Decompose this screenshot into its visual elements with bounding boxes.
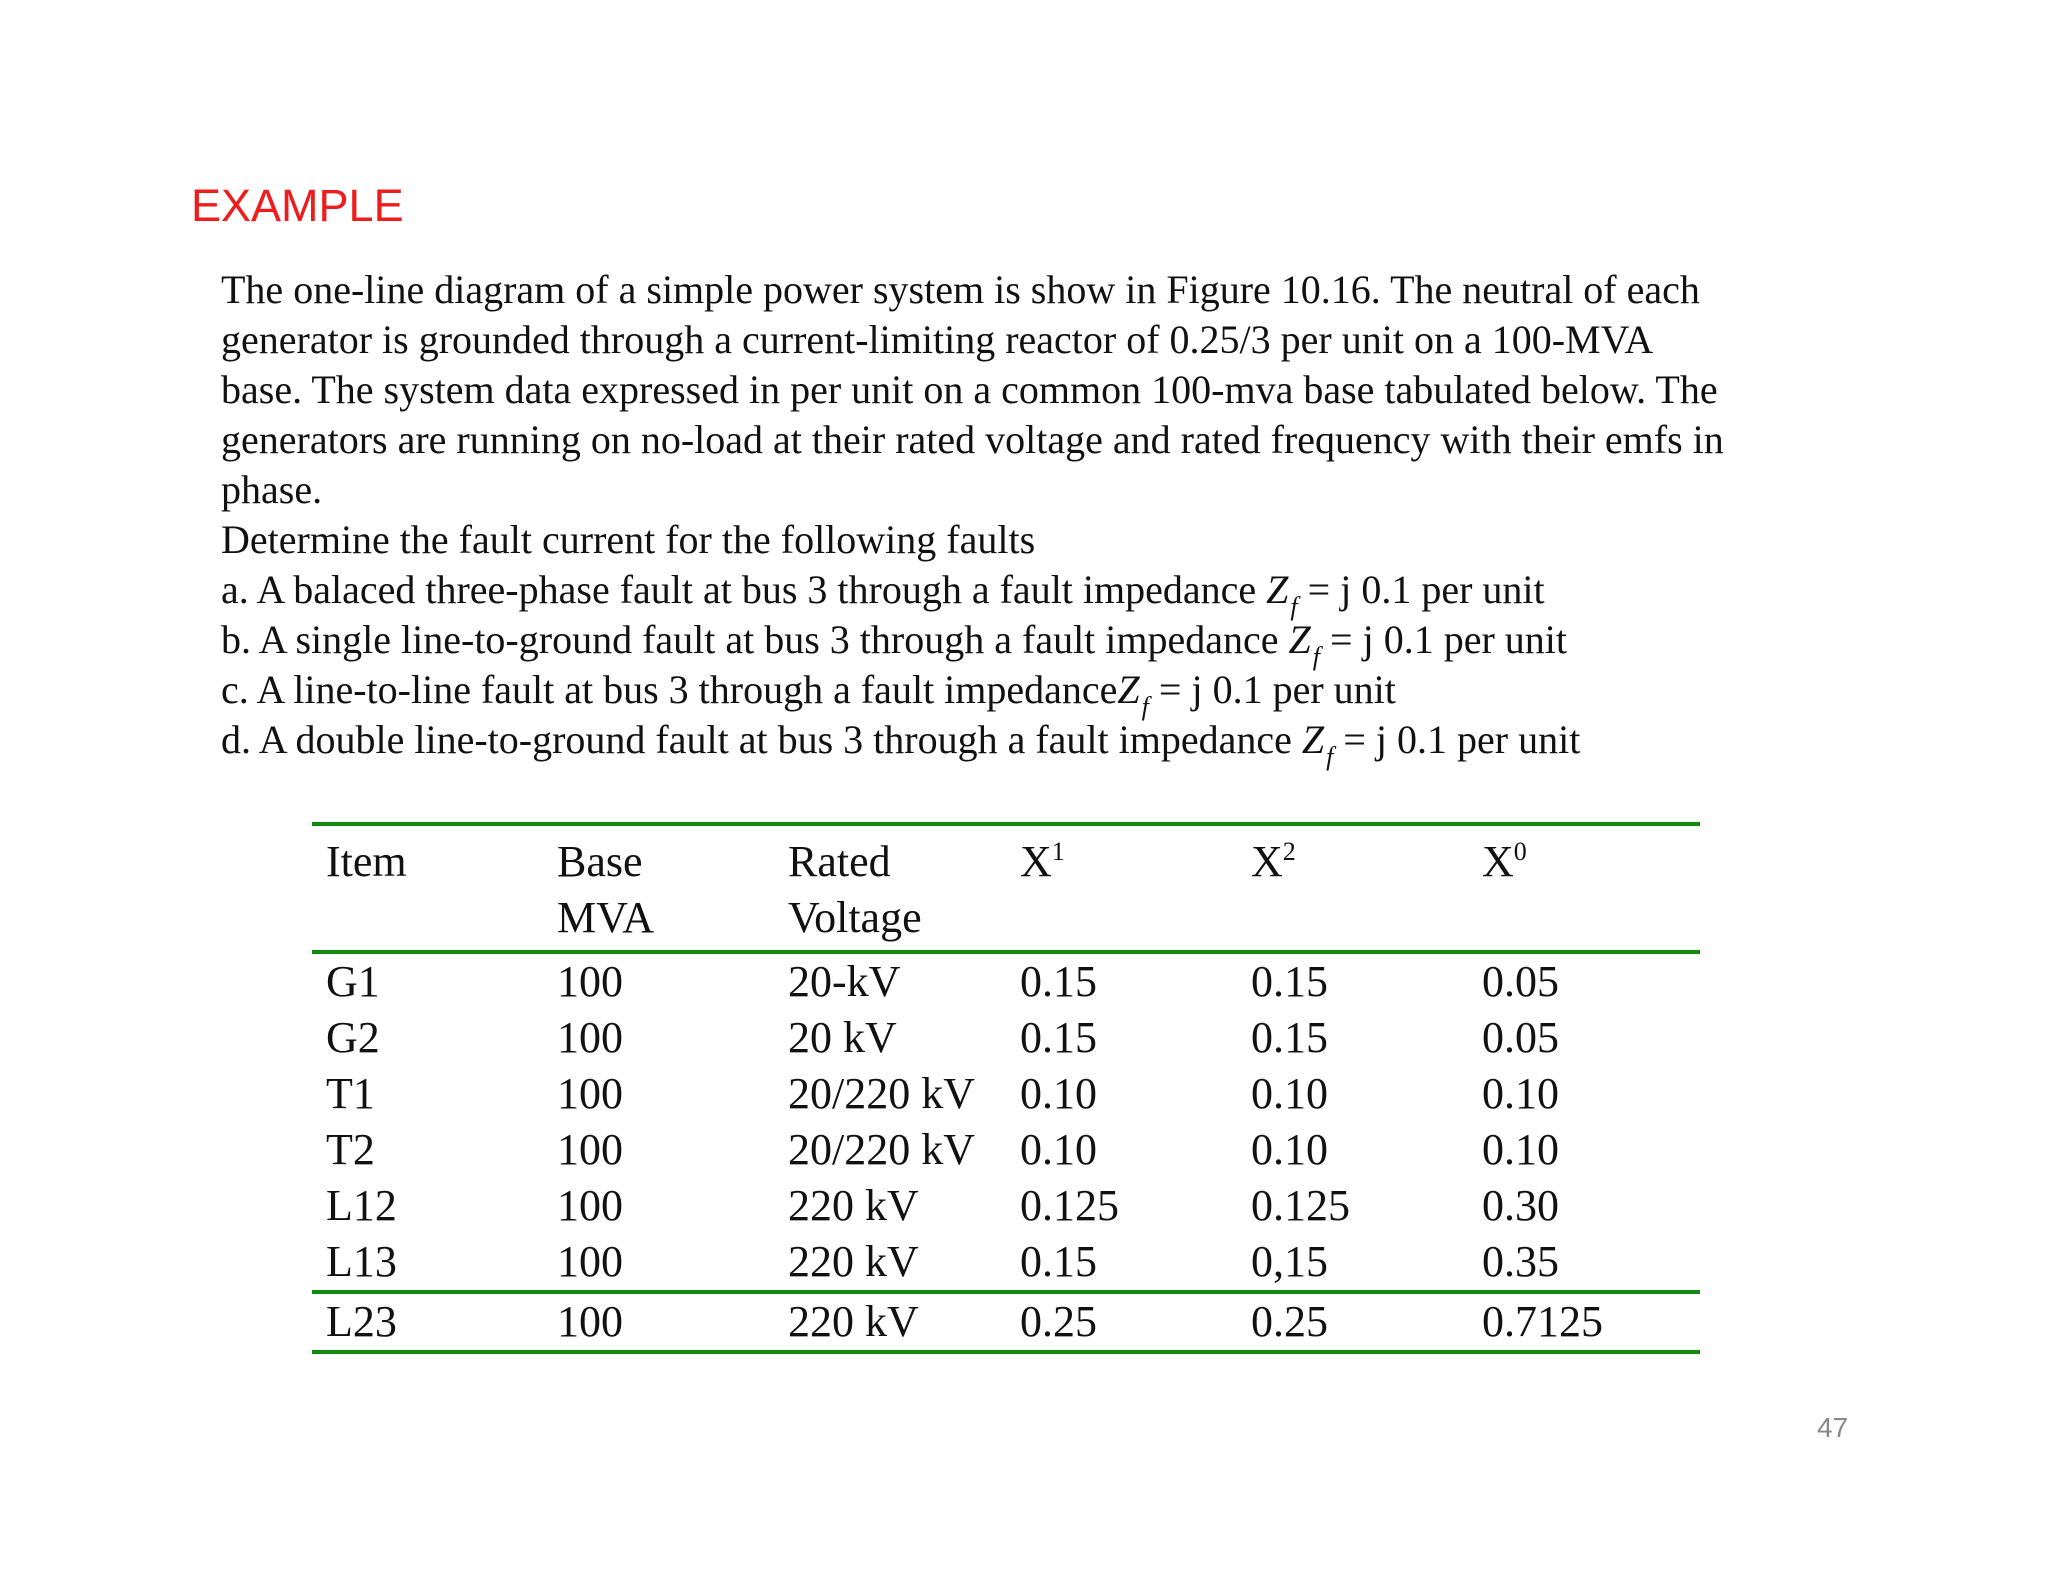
- cell-x1: 0.25: [1020, 1297, 1097, 1346]
- fault-description: a. A balaced three-phase fault at bus 3 through a fault impedance: [221, 567, 1257, 612]
- cell-base: 100: [557, 1297, 623, 1346]
- cell-x2: 0.25: [1251, 1297, 1328, 1346]
- table-header-row: [312, 824, 1700, 952]
- cell-x1: 0.15: [1020, 1237, 1097, 1286]
- table-row: [312, 1010, 1700, 1066]
- fault-impedance-symbol: $Z_f$: [1301, 717, 1334, 771]
- paragraph-line: base. The system data expressed in per unit on a common 100-mva base tabulated below. The: [221, 367, 1718, 412]
- fault-impedance-value: = j 0.1 per unit: [1158, 667, 1396, 712]
- cell-base: 100: [557, 1069, 623, 1118]
- fault-impedance-value: = j 0.1 per unit: [1330, 617, 1568, 662]
- cell-item: G2: [326, 1013, 380, 1062]
- page-number: 47: [1817, 1412, 1849, 1443]
- cell-voltage: 220 kV: [788, 1297, 919, 1346]
- table-row: [312, 1292, 1700, 1352]
- cell-base: 100: [557, 1181, 623, 1230]
- cell-base: 100: [557, 957, 623, 1006]
- cell-item: T1: [326, 1069, 375, 1118]
- cell-x0: 0.10: [1482, 1125, 1559, 1174]
- fault-item-a: [221, 565, 1821, 621]
- cell-x1: 0.15: [1020, 1013, 1097, 1062]
- cell-x0: 0.7125: [1482, 1297, 1603, 1346]
- table-row: [312, 1066, 1700, 1122]
- cell-item: L23: [326, 1297, 397, 1346]
- cell-x1: 0.15: [1020, 957, 1097, 1006]
- header-x0: $X^0$: [1482, 837, 1527, 886]
- cell-x2: 0.10: [1251, 1069, 1328, 1118]
- problem-statement: [221, 265, 1821, 771]
- cell-voltage: 220 kV: [788, 1181, 919, 1230]
- cell-x2: 0.10: [1251, 1125, 1328, 1174]
- cell-x0: 0.35: [1482, 1237, 1559, 1286]
- cell-voltage: 20/220 kV: [788, 1125, 975, 1174]
- paragraph-line: The one-line diagram of a simple power system is show in Figure 10.16. The neutral of each: [221, 267, 1700, 312]
- header-item: Item: [326, 837, 407, 886]
- fault-impedance-symbol: $Z_f$: [1288, 617, 1321, 671]
- cell-x0: 0.05: [1482, 957, 1559, 1006]
- cell-x0: 0.30: [1482, 1181, 1559, 1230]
- header-x2: $X^2$: [1251, 837, 1296, 886]
- cell-x2: 0.15: [1251, 1013, 1328, 1062]
- fault-item-b: [221, 615, 1821, 671]
- fault-prompt: Determine the fault current for the following faults: [221, 517, 1036, 562]
- fault-description: b. A single line-to-ground fault at bus 3 through a fault impedance: [221, 617, 1279, 662]
- cell-voltage: 20-kV: [788, 957, 901, 1006]
- fault-description: c. A line-to-line fault at bus 3 through a fault impedance: [221, 667, 1118, 712]
- fault-impedance-symbol: $Z_f$: [1117, 667, 1149, 721]
- fault-item-c: [221, 665, 1821, 721]
- cell-item: L13: [326, 1237, 397, 1286]
- paragraph-line: generators are running on no-load at their rated voltage and rated frequency with their emfs in: [221, 417, 1724, 462]
- header-base-mva: Base MVA: [557, 837, 655, 942]
- cell-voltage: 20/220 kV: [788, 1069, 975, 1118]
- cell-x2: 0.15: [1251, 957, 1328, 1006]
- fault-impedance-value: = j 0.1 per unit: [1343, 717, 1581, 762]
- cell-base: 100: [557, 1237, 623, 1286]
- fault-impedance-value: = j 0.1 per unit: [1307, 567, 1545, 612]
- cell-item: T2: [326, 1125, 375, 1174]
- header-x1: $X^1$: [1020, 837, 1065, 886]
- table-row: [312, 1234, 1700, 1292]
- header-rated-voltage: Rated Voltage: [788, 837, 922, 942]
- cell-x0: 0.05: [1482, 1013, 1559, 1062]
- system-data-table: [312, 822, 1700, 1354]
- cell-x1: 0.125: [1020, 1181, 1119, 1230]
- cell-base: 100: [557, 1125, 623, 1174]
- cell-voltage: 20 kV: [788, 1013, 897, 1062]
- cell-x0: 0.10: [1482, 1069, 1559, 1118]
- fault-impedance-symbol: $Z_f$: [1266, 567, 1298, 621]
- cell-item: L12: [326, 1181, 397, 1230]
- table-row: [312, 952, 1700, 1010]
- cell-x2: 0.125: [1251, 1181, 1350, 1230]
- cell-x1: 0.10: [1020, 1125, 1097, 1174]
- cell-voltage: 220 kV: [788, 1237, 919, 1286]
- fault-item-d: [221, 715, 1821, 771]
- cell-item: G1: [326, 957, 380, 1006]
- cell-x1: 0.10: [1020, 1069, 1097, 1118]
- cell-base: 100: [557, 1013, 623, 1062]
- slide-title: EXAMPLE: [191, 180, 404, 231]
- table-row: [312, 1122, 1700, 1178]
- cell-x2: 0,15: [1251, 1237, 1328, 1286]
- table-row: [312, 1178, 1700, 1234]
- paragraph-line: generator is grounded through a current-limiting reactor of 0.25/3 per unit on a 100-MVA: [221, 317, 1654, 362]
- fault-description: d. A double line-to-ground fault at bus 3 through a fault impedance: [221, 717, 1292, 762]
- paragraph-line: phase.: [221, 467, 323, 512]
